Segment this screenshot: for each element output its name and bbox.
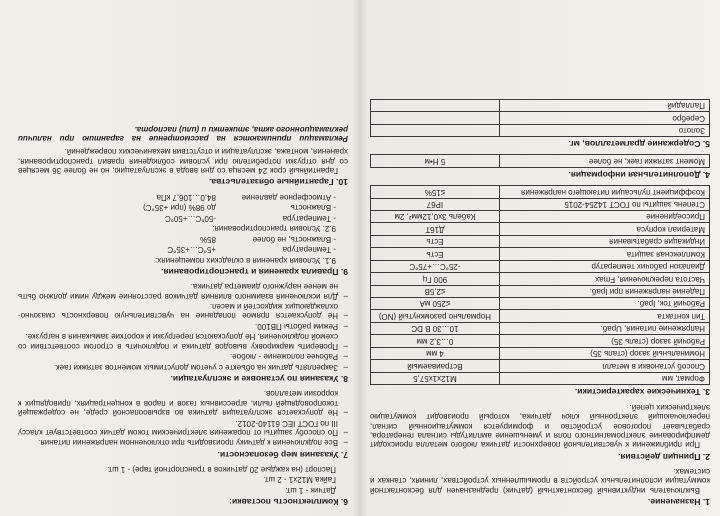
param-value-cell: Д16Т: [371, 223, 500, 235]
storage-value: 85%: [199, 234, 216, 244]
param-value-cell: ≤15%: [371, 186, 500, 198]
precious-metals-table: [370, 99, 710, 137]
param-value-cell: M12x1x57,5: [371, 372, 500, 384]
left-column: [370, 99, 710, 512]
table-row: [371, 322, 710, 334]
table-row: [371, 100, 710, 112]
transport-row: [18, 213, 336, 222]
param-value-cell: 4 мм: [371, 347, 500, 359]
param-name-cell: Диапазон рабочих температур: [499, 260, 709, 272]
installation-list: [18, 282, 348, 372]
section-3-heading: 3. Технические характеристики.: [574, 387, 710, 398]
section-6-heading: 6. Комплектность поставки:: [229, 497, 348, 507]
param-value-cell: Встраиваемый: [371, 360, 500, 372]
transport-value: -50°C…+50°C: [164, 213, 216, 223]
storage-key: - Температура: [282, 245, 336, 255]
delivery-line: Гайка М12х1 - 2 шт.: [263, 475, 336, 485]
param-value-cell: ≤250 мА: [371, 298, 500, 310]
param-value-cell: Есть: [371, 235, 500, 247]
table-row: [371, 248, 710, 260]
param-value-cell: Нормально разомкнутый (NO): [371, 310, 500, 322]
safety-list: [18, 389, 348, 448]
storage-value: +5°C…+35°C: [167, 245, 216, 255]
section-7-heading: 7. Указания мер безопасности.: [217, 449, 348, 460]
list-item: – По способу защиты от поражения электрическим током датчик соответствует классу III по ГОСТ IEC 61140-2012.: [18, 418, 348, 437]
storage-row: [18, 234, 336, 243]
list-item: – Закреплять датчик на объекте с учетом допустимых моментов затяжки гаек.: [18, 362, 348, 371]
param-name-cell: Тип контакта: [499, 310, 709, 322]
param-name-cell: Присоединение: [499, 210, 709, 222]
param-name-cell: Материал корпуса: [499, 223, 709, 235]
table-row: [371, 273, 710, 285]
param-value-cell: [371, 124, 500, 136]
right-column: [18, 124, 348, 512]
param-name-cell: Золото: [499, 124, 709, 136]
param-value-cell: 10…30 В DC: [371, 322, 500, 334]
list-item: – Проверить маркировку выводов датчика и подключить в строгом соответствии со схемой подключения. Не допускаются перегрузки и короткие замыкания в нагрузке.: [18, 332, 348, 351]
section-10-heading: 10. Гарантийные обязательства.: [208, 177, 348, 188]
claims-note: Рекламации принимаются на рассмотрение на гарантию при наличии рекламационного акта, этикетки и (или) паспорта.: [18, 124, 348, 144]
table-row: [371, 360, 710, 372]
param-value-cell: [371, 112, 500, 124]
table-row: [371, 112, 710, 124]
table-row: [371, 285, 710, 297]
param-name-cell: Момент затяжки гаек, не более: [499, 155, 709, 167]
section-4-heading: 4. Дополнительная информация.: [568, 170, 710, 181]
param-value-cell: -25°C…+75°C: [371, 260, 500, 272]
table-row: [371, 298, 710, 310]
param-value-cell: Кабель 3х0,12мм², 2м: [371, 210, 500, 222]
transport-key: - Влажность: [290, 203, 336, 213]
transport-value: 84,0…106,7 кПа: [156, 192, 216, 202]
section-5-heading: 5. Содержание драгметаллов, мг.: [568, 139, 710, 150]
param-name-cell: Падение напряжения при Iраб.: [499, 285, 709, 297]
list-item: – Все подключения к датчику производить при отключенном напряжении питания.: [18, 438, 348, 447]
specs-table: [370, 185, 710, 385]
transport-row: [18, 193, 336, 202]
transport-value: до 98% (при +35°C): [143, 203, 216, 213]
table-row: [371, 335, 710, 347]
section-2-text: При приближении к чувствительной поверхности датчика любого металла происходит демпфирование электромагнитного поля и уменьшение амплитуды сигнала генератора, срабатывает пороговое устройство и формируется коммутационный сигнал, переключающий электронный ключ датчика, который производит коммутацию электрических цепей.: [370, 402, 710, 450]
table-row: [371, 186, 710, 198]
table-row: [371, 198, 710, 210]
param-value-cell: Есть: [371, 248, 500, 260]
param-name-cell: Способ установки в металл: [499, 360, 709, 372]
table-row: [371, 155, 710, 167]
delivery-line: Датчик - 1 шт.: [285, 485, 336, 495]
transport-key: - Атмосферное давление: [241, 192, 336, 202]
param-name-cell: Степень защиты по ГОСТ 14254-2015: [499, 198, 709, 210]
param-name-cell: Напряжение питания, Uраб.: [499, 322, 709, 334]
param-value-cell: 900 Гц: [371, 273, 500, 285]
warranty-text: Гарантийный срок 24 месяца со дня ввода в эксплуатацию, но не более 36 месяцев со дня отгрузки потребителю при условии соблюдения правил транспортирования, хранения, монтажа, эксплуатации и отсутствия механических повреждений.: [18, 147, 348, 176]
param-value-cell: IP67: [371, 198, 500, 210]
param-value-cell: ≤2,5В: [371, 285, 500, 297]
list-item: – Не допускается эксплуатация датчика во взрывоопасной среде, не содержащей токопроводящей пыли, агрессивных газов и паров в концентрациях, приводящих к коррозии металлов.: [18, 389, 348, 417]
section-1-text: Выключатель индуктивный бесконтактный (датчик) предназначен для бесконтактной коммутации исполнительных устройств в промышленных устройствах, линиях, станках и системах.: [370, 466, 710, 495]
table-row: [371, 124, 710, 136]
list-item: – Для исключения взаимного влияния датчиков расстояние между ними должно быть не менее наружного диаметра датчика.: [18, 282, 348, 301]
table-row: [371, 372, 710, 384]
delivery-line: Паспорт (на каждые 20 датчиков в транспортной таре) - 1 шт.: [107, 464, 336, 474]
param-name-cell: Серебро: [499, 112, 709, 124]
param-name-cell: Коэффициент пульсации питающего напряжения: [499, 186, 709, 198]
table-row: [371, 210, 710, 222]
param-name-cell: Частота переключения, Fmax: [499, 273, 709, 285]
param-name-cell: Комплексная защита: [499, 248, 709, 260]
section-8-heading: 8. Указания по установке и эксплуатации.: [170, 373, 348, 384]
table-row: [371, 260, 710, 272]
transport-key: - Температура: [282, 213, 336, 223]
table-row: [371, 347, 710, 359]
storage-row: [18, 245, 336, 254]
param-name-cell: Палладий: [499, 100, 709, 112]
param-value-cell: 0…3,2 мм: [371, 335, 500, 347]
transport-row: [18, 203, 336, 212]
param-value-cell: [371, 100, 500, 112]
section-2-heading: 2. Принцип действия.: [617, 451, 710, 462]
list-item: – Рабочее положение - любое.: [18, 352, 348, 361]
table-row: [371, 235, 710, 247]
storage-subheading: 9.1. Условия хранения в складских помещениях:: [155, 255, 336, 265]
table-row: [371, 310, 710, 322]
list-item: – Не допускается прямое попадание на чувствительную поверхность смазочно-охлаждающих жидкостей и масел.: [18, 302, 348, 321]
transport-subheading: 9.2. Условия транспортирования:: [212, 224, 336, 234]
param-value-cell: 5 Н•м: [371, 155, 500, 167]
list-item: – Режим работы ПВ100.: [18, 321, 348, 330]
storage-key: - Влажность, не более: [252, 234, 336, 244]
param-name-cell: Рабочий ток, Iраб.: [499, 298, 709, 310]
section-9-heading: 9. Правила хранения и транспортирования.: [161, 266, 348, 277]
param-name-cell: Номинальный зазор (сталь 35): [499, 347, 709, 359]
section-1-heading: 1. Назначение.: [647, 497, 710, 507]
additional-info-table: [370, 155, 710, 168]
param-name-cell: Рабочий зазор (сталь 35): [499, 335, 709, 347]
table-row: [371, 223, 710, 235]
param-name-cell: Формат, мм: [499, 372, 709, 384]
param-name-cell: Индикация срабатывания: [499, 235, 709, 247]
